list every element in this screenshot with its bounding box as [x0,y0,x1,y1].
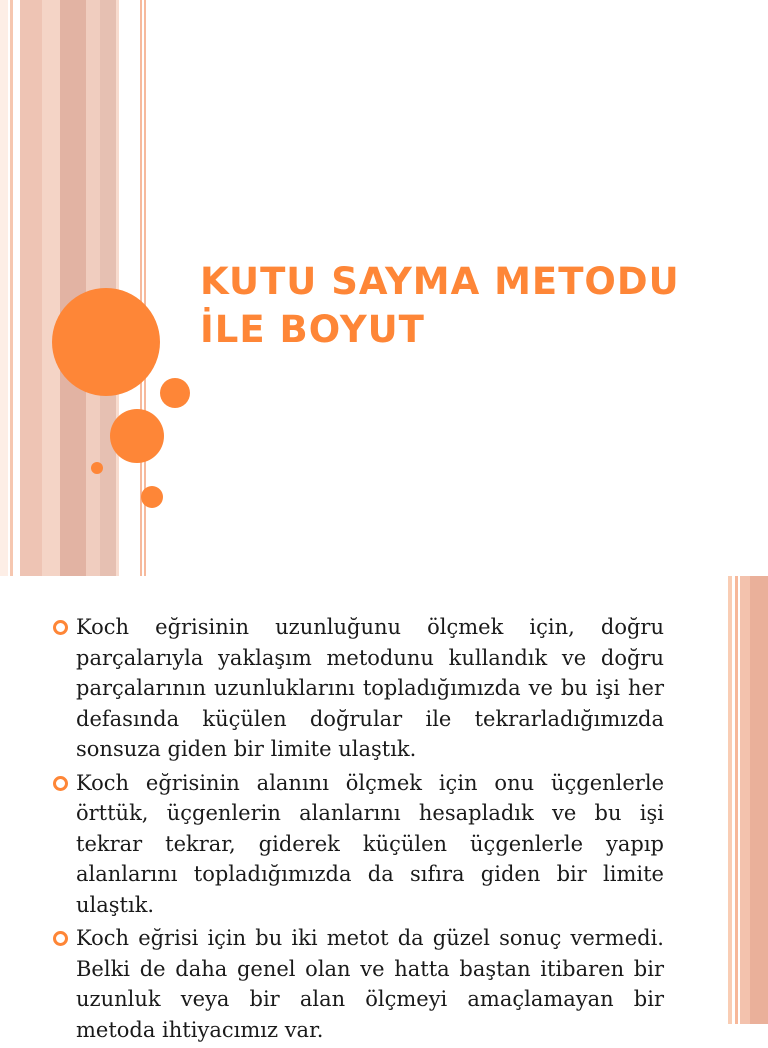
decorative-circles [0,0,200,576]
bullet-circle-icon [53,931,68,946]
list-item [50,612,664,765]
bullet-list [50,612,664,1048]
small-circle-2 [141,486,163,508]
list-item [50,923,664,1045]
bullet-text: Koch eğrisinin alanını ölçmek için onu üçgenlerle örttük, üçgenlerin alanlarını hesapladık ve bu işi tekrar tekrar, giderek küçülen üçgenlerle yapıp alanlarını topladığımızda da sıfıra giden bir limite ulaştık. [76,770,664,917]
bullet-text: Koch eğrisi için bu iki metot da güzel sonuç vermedi. Belki de daha genel olan ve hatta baştan itibaren bir uzunluk veya bir alan ölçmeyi amaçlamayan bir metoda ihtiyacımız var. [76,926,664,1042]
title-line-2: İLE BOYUT [200,308,425,351]
tiny-circle [91,462,103,474]
bullet-circle-icon [53,620,68,635]
bullet-text: Koch eğrisinin uzunluğunu ölçmek için, doğru parçalarıyla yaklaşım metodunu kullandık ve doğru parçalarının uzunluklarını topladığımızda ve bu işi her defasında küçülen doğrular ile tekrarladığımızda sonsuza giden bir limite ulaştık. [76,615,664,761]
small-circle [160,378,190,408]
slide-title [200,258,740,354]
content-slide [0,576,768,1042]
large-circle [52,288,160,396]
bullet-circle-icon [53,776,68,791]
title-line-1: KUTU SAYMA METODU [200,260,680,303]
medium-circle [110,409,164,463]
decorative-stripes-right [728,576,768,1024]
list-item [50,768,664,921]
